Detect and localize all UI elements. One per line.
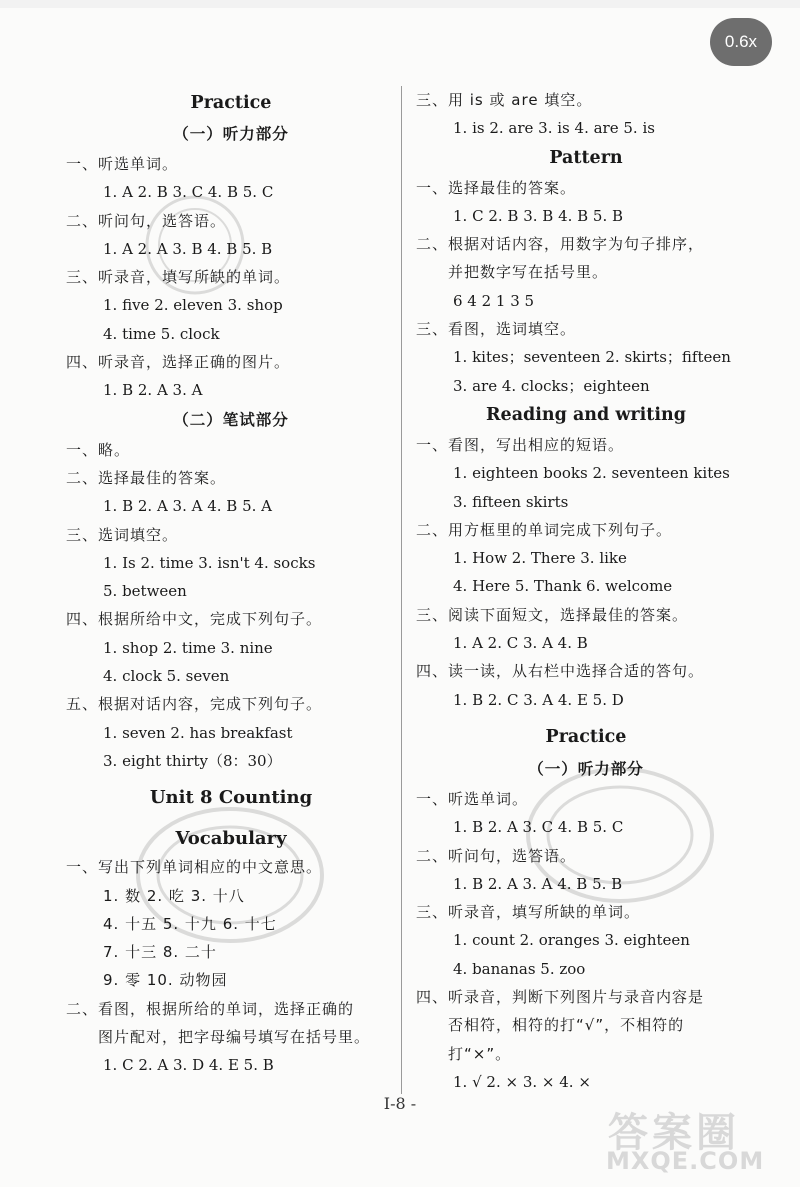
right-column xyxy=(416,86,756,1096)
answer-line: 6 4 2 1 3 5 xyxy=(453,291,535,310)
answer-line: 1. B 2. A 3. A xyxy=(103,381,203,400)
question-heading: 一、看图，写出相应的短语。 xyxy=(416,435,625,454)
question-heading: 二、听问句，选答语。 xyxy=(416,846,577,865)
question-heading: 四、读一读，从右栏中选择合适的答句。 xyxy=(416,662,705,681)
answer-line: 1. five 2. eleven 3. shop xyxy=(103,296,283,315)
question-heading: 五、根据对话内容，完成下列句子。 xyxy=(66,695,323,714)
answer-line: 1. count 2. oranges 3. eighteen xyxy=(453,931,690,950)
top-edge xyxy=(0,0,800,8)
site-watermark xyxy=(596,1099,786,1181)
answer-line: 9. 零 10. 动物园 xyxy=(103,971,228,990)
answer-line: 1. Is 2. time 3. isn't 4. socks xyxy=(103,553,316,572)
answer-line: 1. √ 2. × 3. × 4. × xyxy=(453,1072,591,1091)
answer-line: 4. clock 5. seven xyxy=(103,667,230,686)
answer-line: 1. C 2. B 3. B 4. B 5. B xyxy=(453,206,624,225)
answer-line: 1. is 2. are 3. is 4. are 5. is xyxy=(453,119,655,138)
answer-line: 3. eight thirty（8：30） xyxy=(103,751,282,770)
answer-line: 4. Here 5. Thank 6. welcome xyxy=(453,577,673,596)
question-heading: 一、听选单词。 xyxy=(416,789,529,808)
question-heading-continued: 并把数字写在括号里。 xyxy=(448,263,609,282)
answer-line: 1. B 2. C 3. A 4. E 5. D xyxy=(453,690,624,709)
question-heading: 一、听选单词。 xyxy=(66,155,179,173)
answer-line: 1. B 2. A 3. A 4. B 5. A xyxy=(103,497,273,516)
question-heading: 三、阅读下面短文，选择最佳的答案。 xyxy=(416,605,689,624)
question-heading: 三、听录音，填写所缺的单词。 xyxy=(416,903,641,922)
answer-line: 1. How 2. There 3. like xyxy=(453,549,627,568)
question-heading: 二、用方框里的单词完成下列句子。 xyxy=(416,520,673,539)
subsection-listening: （一）听力部分 xyxy=(528,759,644,778)
zoom-level-badge[interactable]: 0.6x xyxy=(710,18,772,66)
answer-line: 3. are 4. clocks；eighteen xyxy=(453,376,650,395)
section-title-practice: Practice xyxy=(545,726,627,747)
answer-line: 1. A 2. C 3. A 4. B xyxy=(453,634,588,653)
section-title-practice: Practice xyxy=(190,93,272,113)
question-heading: 三、看图，选词填空。 xyxy=(416,320,577,339)
question-heading: 三、用 is 或 are 填空。 xyxy=(416,91,593,109)
answer-line: 4. time 5. clock xyxy=(103,324,220,343)
question-heading-continued: 打“×”。 xyxy=(448,1044,512,1063)
question-heading: 四、听录音，判断下列图片与录音内容是 xyxy=(416,988,705,1007)
question-heading-continued: 图片配对，把字母编号填写在括号里。 xyxy=(98,1028,371,1047)
question-heading: 四、听录音，选择正确的图片。 xyxy=(66,353,291,372)
watermark-url: MXQE.COM xyxy=(606,1147,765,1175)
answer-line: 1. kites；seventeen 2. skirts；fifteen xyxy=(453,348,731,367)
answer-line: 1. A 2. A 3. B 4. B 5. B xyxy=(103,239,273,258)
answer-line: 5. between xyxy=(103,582,187,601)
answer-line: 1. 数 2. 吃 3. 十八 xyxy=(103,886,245,905)
section-title-reading-writing: Reading and writing xyxy=(486,404,686,425)
answer-line: 1. A 2. B 3. C 4. B 5. C xyxy=(103,183,274,202)
answer-line: 1. shop 2. time 3. nine xyxy=(103,638,273,657)
answer-line: 1. C 2. A 3. D 4. E 5. B xyxy=(103,1056,274,1075)
section-title-vocabulary: Vocabulary xyxy=(175,828,287,850)
answer-line: 4. 十五 5. 十九 6. 十七 xyxy=(103,914,277,933)
answer-line: 1. B 2. A 3. C 4. B 5. C xyxy=(453,818,624,837)
answer-line: 7. 十三 8. 二十 xyxy=(103,943,217,962)
question-heading: 二、根据对话内容，用数字为句子排序， xyxy=(416,235,705,254)
question-heading: 二、听问句，选答语。 xyxy=(66,211,227,230)
page-number: I-8 - xyxy=(383,1094,417,1113)
question-heading-continued: 否相符，相符的打“√”，不相符的 xyxy=(448,1016,685,1035)
question-heading: 四、根据所给中文，完成下列句子。 xyxy=(66,610,323,629)
column-divider xyxy=(401,86,402,1094)
answer-line: 1. eighteen books 2. seventeen kites xyxy=(453,464,730,483)
left-column xyxy=(66,82,396,1080)
question-heading: 二、看图，根据所给的单词，选择正确的 xyxy=(66,999,355,1018)
answer-line: 3. fifteen skirts xyxy=(453,492,569,511)
question-heading: 三、选词填空。 xyxy=(66,525,179,544)
answer-line: 1. B 2. A 3. A 4. B 5. B xyxy=(453,874,623,893)
question-heading: 一、略。 xyxy=(66,440,131,459)
subsection-listening: （一）听力部分 xyxy=(173,125,289,143)
question-heading: 三、听录音，填写所缺的单词。 xyxy=(66,268,291,287)
subsection-writing: （二）笔试部分 xyxy=(173,410,289,429)
watermark-logo-text: 答案圈 xyxy=(608,1110,740,1156)
question-heading: 一、写出下列单词相应的中文意思。 xyxy=(66,858,323,877)
answer-line: 4. bananas 5. zoo xyxy=(453,959,586,978)
answer-line: 1. seven 2. has breakfast xyxy=(103,723,293,742)
question-heading: 二、选择最佳的答案。 xyxy=(66,468,227,487)
unit-title: Unit 8 Counting xyxy=(149,787,313,809)
section-title-pattern: Pattern xyxy=(549,147,623,168)
question-heading: 一、选择最佳的答案。 xyxy=(416,178,577,197)
